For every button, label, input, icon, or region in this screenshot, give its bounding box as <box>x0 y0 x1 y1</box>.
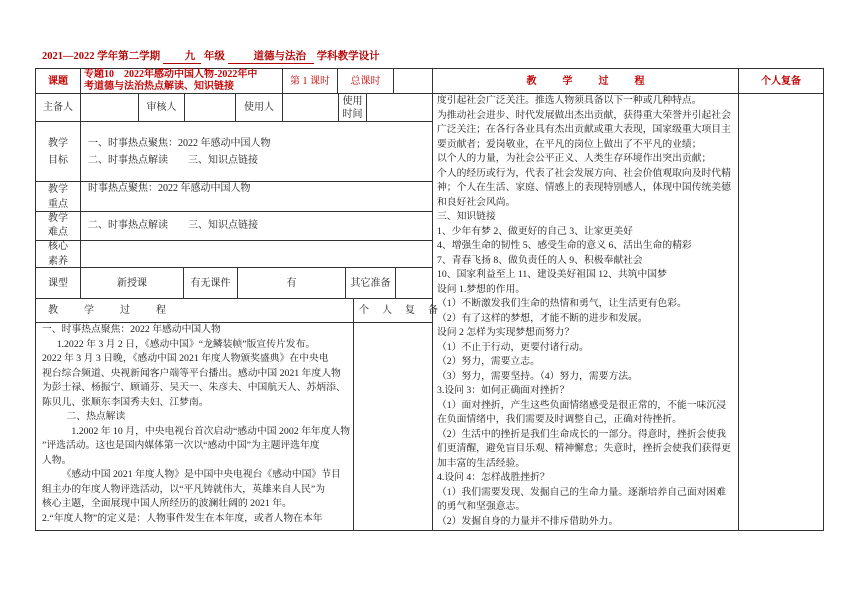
process-line: 陈贝儿、张顺东李国秀夫妇、江梦南。 <box>42 396 209 408</box>
topic-title-line: 考道德与法治热点解读、知识链接 <box>84 81 234 92</box>
process-line: （2）有了这样的梦想，才能不断的进步和发展。 <box>437 312 648 324</box>
use-time-label-cell <box>338 93 367 122</box>
process-line: 视台综合频道、央视新闻客户端等平台播出。感动中国 2021 年度人物 <box>42 367 341 379</box>
difficulties-label-line: 教学 <box>48 213 68 224</box>
objectives-label-cell <box>35 121 81 182</box>
user-label: 使用人 <box>244 102 274 113</box>
header-grade-unit: 年级 <box>203 51 225 62</box>
core-literacy-label-line: 素养 <box>48 256 68 267</box>
process-line: （1）不断激发我们生命的热情和勇气，让生活更有色彩。 <box>437 298 687 309</box>
process-line: 们更清醒，避免盲目乐观、精神懈怠；失意时，挫折会使我们获得更 <box>437 443 731 454</box>
process-line: 神；个人在生活、家庭、情感上的表现特别感人，体现中国传统美德 <box>437 182 731 193</box>
objectives-label-line: 目标 <box>48 154 68 166</box>
lesson-number-cell <box>282 68 338 94</box>
process-line: 要贡献者；爱岗敬业，在平凡的岗位上做出了不平凡的业绩； <box>437 138 702 150</box>
courseware-label-cell <box>183 267 238 299</box>
process-line: 4.设问 4：怎样战胜挫折？ <box>437 472 550 483</box>
process-line: 10、国家利益至上 11、建设美好祖国 12、共筑中国梦 <box>437 269 667 280</box>
courseware-cell <box>237 267 346 299</box>
process-line: 1、少年有梦 2、做更好的自己 3、让家更美好 <box>437 225 633 237</box>
process-header-cell <box>432 68 739 94</box>
process-header: 教学过程 <box>526 75 671 87</box>
process-line: 个人的经历或行为，代表了社会发展方向、社会价值观取向及时代精 <box>437 167 731 179</box>
process-line: 设问 1.梦想的作用。 <box>437 283 526 295</box>
process-line: （2）努力，需要立志。 <box>437 356 540 367</box>
process-line: 二、热点解读 <box>66 411 126 422</box>
process-line: 1.2022 年 3 月 2 日，《感动中国》“龙鳞装帧”版宣传片发布。 <box>56 338 316 350</box>
review-section-body-cell <box>353 322 433 531</box>
process-line: 加丰富的生活经验。 <box>437 457 526 469</box>
objectives-cell <box>80 121 433 182</box>
header-doc-type: 学科教学设计 <box>316 51 380 62</box>
process-line: 2022 年 3 月 3 日晚，《感动中国 2021 年度人物颁奖盛典》在中央电 <box>42 353 329 364</box>
reviewer-value-cell <box>184 93 236 122</box>
process-line: （1）面对挫折，产生这些负面情绪感受是很正常的，不能一味沉浸 <box>437 399 727 411</box>
process-line: （3）努力，需要坚持。（4）努力，需要方法。 <box>437 370 638 382</box>
key-points-label-cell <box>35 181 81 212</box>
lesson-type: 新授课 <box>117 277 147 289</box>
process-line: 1.2002 年 10 月，中央电视台首次启动“感动中国 2002 年年度人物 <box>71 425 351 437</box>
key-points-label-line: 教学 <box>48 183 68 195</box>
reviewer-label: 审核人 <box>146 102 177 113</box>
user-value-cell <box>282 93 339 122</box>
use-time-label-line: 使用 <box>342 95 363 107</box>
objective-line: 一、时事热点聚焦：2022 年感动中国人物 <box>88 137 271 149</box>
review-section-header: 个人复备 <box>359 305 451 316</box>
header-grade: 九 <box>163 51 202 64</box>
lesson-type-label-cell <box>35 267 81 299</box>
process-line: 《感动中国 2021 年度人物》是中国中央电视台《感动中国》节目 <box>61 469 341 480</box>
topic-title-line: 专题10 2022年感动中国人物-2022年中 <box>84 69 258 80</box>
process-line: 以个人的力量，为社会公平正义、人类生存环境作出突出贡献； <box>437 153 712 164</box>
process-line: ”评选活动。这也是国内媒体第一次以“感动中国”为主题评选年度 <box>42 440 320 451</box>
other-prep-cell <box>395 267 433 299</box>
difficulties-cell <box>80 211 433 241</box>
use-time-label-line: 时间 <box>342 108 363 120</box>
process-line: （2）发掘自身的力量并不排斥借助外力。 <box>437 515 619 527</box>
process-line: 一、时事热点聚焦：2022 年感动中国人物 <box>42 324 221 335</box>
process-continued-cell <box>432 93 739 531</box>
process-line: 为彭士禄、杨振宁、顾诵芬、吴天一、朱彦夫、中国航天人、苏炳添、 <box>42 382 346 393</box>
preparer-label: 主备人 <box>43 102 73 113</box>
review-notes-cell <box>738 93 824 531</box>
reviewer-label-cell <box>138 93 185 122</box>
other-prep-label-cell <box>345 267 396 299</box>
total-lessons-cell <box>337 68 394 94</box>
user-label-cell <box>235 93 283 122</box>
preparer-label-cell <box>35 93 81 122</box>
core-literacy-label-line: 核心 <box>48 241 68 252</box>
key-points-cell <box>80 181 433 212</box>
process-line: 2.“年度人物”的定义是：人物事件发生在本年度，或者人物在本年 <box>42 512 323 524</box>
preparer-value-cell <box>80 93 139 122</box>
process-section-header-cell <box>35 298 354 323</box>
process-line: 3.设问 3：如何正确面对挫折？ <box>437 385 570 396</box>
lesson-type-cell <box>80 267 184 299</box>
process-line: 组主办的年度人物评选活动，以“平凡铸就伟大，英雄来自人民”为 <box>42 483 326 495</box>
lesson-type-label: 课型 <box>48 277 68 289</box>
process-line: 度引起社会广泛关注。推选人物须具备以下一种或几种特点。 <box>437 95 702 106</box>
use-time-value-cell <box>366 93 433 122</box>
process-line: 设问 2 怎样为实现梦想而努力？ <box>437 327 575 338</box>
process-line: 和良好社会风尚。 <box>437 196 516 208</box>
other-prep-label: 其它准备 <box>350 277 391 289</box>
topic-label-cell <box>35 68 81 94</box>
process-line: 7、青春飞扬 8、做负责任的人 9、积极奉献社会 <box>437 254 643 266</box>
process-line: 三、知识链接 <box>437 211 496 222</box>
objectives-label-line: 教学 <box>48 137 68 149</box>
key-points-label-line: 重点 <box>48 198 68 210</box>
difficulties-text: 二、时事热点解读 三、知识点链接 <box>88 220 258 231</box>
key-points-text: 时事热点聚焦：2022 年感动中国人物 <box>88 183 251 194</box>
process-section-body-cell <box>35 322 354 531</box>
process-line: 4、增强生命的韧性 5、感受生命的意义 6、活出生命的精彩 <box>437 240 692 251</box>
process-section-header: 教学过程 <box>48 305 192 316</box>
total-lessons-label: 总课时 <box>350 75 381 87</box>
process-line: （2）生活中的挫折是我们生命成长的一部分。得意时，挫折会使我 <box>437 428 727 440</box>
core-literacy-label-cell <box>35 240 81 268</box>
core-literacy-cell <box>80 240 433 268</box>
process-line: （1）我们需要发现、发掘自己的生命力量。逐渐培养自己面对困难 <box>437 486 727 498</box>
process-line: 为推动社会进步、时代发展做出杰出贡献，获得重大荣誉并引起社会 <box>437 109 731 121</box>
courseware-label: 有无课件 <box>190 277 231 289</box>
total-lessons-value-cell <box>393 68 433 94</box>
courseware-value: 有 <box>286 277 297 289</box>
process-line: 人物。 <box>42 454 72 466</box>
doc-header <box>42 50 380 64</box>
process-line: 的勇气和坚强意志。 <box>437 501 526 512</box>
lesson-number: 第 1 课时 <box>290 75 330 87</box>
header-subject: 道德与法治 <box>228 51 315 64</box>
difficulties-label-cell <box>35 211 81 241</box>
review-section-header-cell <box>353 298 451 323</box>
process-line: 广泛关注；在各行各业具有杰出贡献或重大表现，国家级重大项目主 <box>437 124 731 135</box>
review-header-cell <box>738 68 824 94</box>
process-line: 在负面情绪中，我们需要及时调整自己，正确对待挫折。 <box>437 414 682 425</box>
difficulties-label-line: 难点 <box>48 227 68 238</box>
process-line: 核心主题，全面展现中国人所经历的波澜壮阔的 2021 年。 <box>42 498 292 509</box>
review-header: 个人复备 <box>761 75 801 87</box>
objective-line: 二、时事热点解读 三、知识点链接 <box>88 154 258 166</box>
topic-label: 课题 <box>48 75 68 87</box>
topic-title-cell <box>80 68 283 94</box>
process-line: （1）不止于行动，更要付诸行动。 <box>437 341 589 353</box>
header-term: 2021—2022 学年第二学期 <box>42 51 161 62</box>
